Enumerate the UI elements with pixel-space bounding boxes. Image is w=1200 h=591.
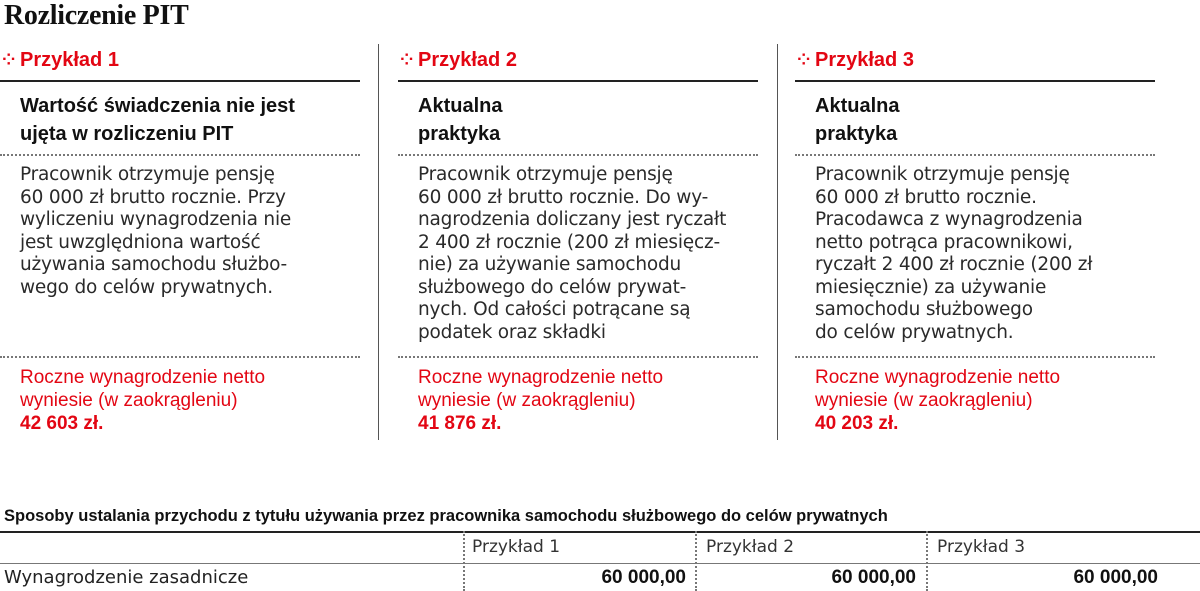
dots-marker-icon: ⁘: [797, 52, 809, 69]
table-column-divider: [926, 531, 928, 591]
example-label: Przykład 1: [20, 48, 119, 71]
table-cell-value: 60 000,00: [601, 567, 686, 588]
result-amount: 40 203 zł.: [815, 413, 899, 434]
column-separator: [777, 44, 778, 440]
table-header-row: [0, 531, 1200, 565]
example-body: Pracownik otrzymuje pensję 60 000 zł brutto rocznie. Do wy- nagrodzenia doliczany jest ryczałt 2 400 zł rocznie (200 zł miesięcz- nie) za używanie samochodu służbowego do celów prywat- nych. Od całości potrącane są podatek oraz składki: [418, 164, 727, 343]
table-cell-value: 60 000,00: [831, 567, 916, 588]
example-title: Wartość świadczenia nie jest ujęta w rozliczeniu PIT: [20, 95, 295, 145]
example-header: [0, 44, 360, 76]
column-separator: [378, 44, 379, 440]
table-header-cell: Przykład 1: [472, 537, 561, 557]
example-header: [398, 44, 758, 76]
example-header: [795, 44, 1155, 76]
result-amount: 42 603 zł.: [20, 413, 104, 434]
example-label: Przykład 3: [815, 48, 914, 71]
table-row-divider: [0, 563, 1200, 564]
example-body: Pracownik otrzymuje pensję 60 000 zł brutto rocznie. Przy wyliczeniu wynagrodzenia nie jest uwzględniona wartość używania samochodu służbo- wego do celów prywatnych.: [20, 164, 292, 298]
table-row-label: Wynagrodzenie zasadnicze: [4, 567, 249, 588]
dots-marker-icon: ⁘: [2, 52, 14, 69]
example-label: Przykład 2: [418, 48, 517, 71]
page-title: Rozliczenie PIT: [4, 0, 189, 31]
table-title: Sposoby ustalania przychodu z tytułu używania przez pracownika samochodu służbowego do celów prywatnych: [4, 507, 888, 525]
example-title: Aktualna praktyka: [815, 95, 900, 145]
example-column-3: [795, 44, 1155, 435]
table-header-cell: Przykład 2: [706, 537, 795, 557]
example-body: Pracownik otrzymuje pensję 60 000 zł brutto rocznie. Pracodawca z wynagrodzenia netto potrąca pracownikowi, ryczałt 2 400 zł rocznie (200 zł miesięcznie) za używanie samochodu służbowego do celów prywatnych.: [815, 164, 1093, 343]
example-result: Roczne wynagrodzenie netto wyniesie (w zaokrągleniu) 42 603 zł.: [0, 358, 360, 435]
example-result: Roczne wynagrodzenie netto wyniesie (w zaokrągleniu) 40 203 zł.: [795, 358, 1155, 435]
table-column-divider: [695, 531, 697, 591]
table-header-cell: Przykład 3: [937, 537, 1026, 557]
dots-marker-icon: ⁘: [400, 52, 412, 69]
example-title: Aktualna praktyka: [418, 95, 503, 145]
example-result: Roczne wynagrodzenie netto wyniesie (w zaokrągleniu) 41 876 zł.: [398, 358, 758, 435]
result-amount: 41 876 zł.: [418, 413, 502, 434]
example-column-2: [398, 44, 758, 435]
example-column-1: [0, 44, 360, 435]
table-cell-value: 60 000,00: [1073, 567, 1158, 588]
table-column-divider: [463, 531, 465, 591]
